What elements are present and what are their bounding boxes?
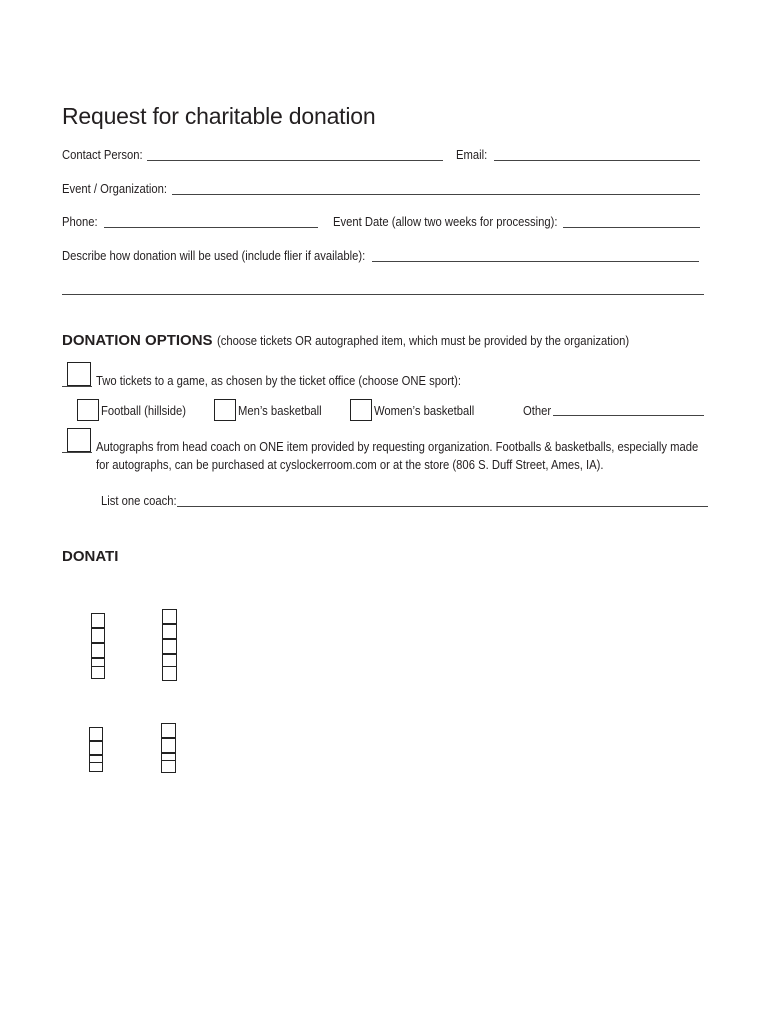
event-date-label: Event Date (allow two weeks for processing): (333, 215, 558, 229)
checkbox[interactable] (162, 666, 177, 681)
phone-label: Phone: (62, 215, 98, 229)
event-organization-label: Event / Organization: (62, 182, 168, 196)
describe-usage-field-line-2[interactable] (62, 294, 704, 295)
describe-usage-label: Describe how donation will be used (include flier if available): (62, 249, 366, 263)
page-title: Request for charitable donation (62, 103, 376, 129)
donation-options-title: DONATION OPTIONS (62, 332, 213, 349)
autographs-option-checkbox[interactable] (67, 428, 91, 452)
contact-person-field[interactable] (147, 160, 443, 161)
checkbox[interactable] (91, 613, 105, 628)
checkbox[interactable] (91, 628, 105, 643)
autographs-option-underline (62, 452, 92, 453)
checkbox[interactable] (91, 643, 105, 658)
tickets-option-underline (62, 386, 92, 387)
email-label: Email: (456, 148, 488, 162)
mens-basketball-checkbox[interactable] (214, 399, 236, 421)
truncated-section-heading: DONATI (62, 548, 119, 565)
describe-usage-field[interactable] (372, 261, 699, 262)
contact-person-label: Contact Person: (62, 148, 143, 162)
football-label: Football (hillside) (101, 404, 187, 418)
checkbox[interactable] (89, 762, 103, 772)
football-checkbox[interactable] (77, 399, 99, 421)
list-coach-label: List one coach: (101, 494, 177, 508)
event-organization-field[interactable] (172, 194, 700, 195)
checkbox[interactable] (91, 666, 105, 679)
checkbox[interactable] (161, 723, 176, 738)
other-sport-label: Other (523, 404, 552, 418)
mens-basketball-label: Men’s basketball (238, 404, 322, 418)
checkbox[interactable] (161, 760, 176, 773)
autographs-option-label: Autographs from head coach on ONE item provided by requesting organization. Footballs & basketballs, especially made (96, 440, 699, 454)
other-sport-field[interactable] (553, 415, 704, 416)
checkbox[interactable] (161, 738, 176, 753)
autographs-option-label-2: for autographs, can be purchased at cyslockerroom.com or at the store (806 S. Duff Street, Ames, IA). (96, 458, 604, 472)
checkbox[interactable] (162, 639, 177, 654)
list-coach-field[interactable] (177, 506, 708, 507)
womens-basketball-checkbox[interactable] (350, 399, 372, 421)
tickets-option-checkbox[interactable] (67, 362, 91, 386)
tickets-option-label: Two tickets to a game, as chosen by the ticket office (choose ONE sport): (96, 374, 461, 388)
checkbox[interactable] (89, 741, 103, 755)
phone-field[interactable] (104, 227, 318, 228)
donation-options-heading (62, 332, 675, 349)
checkbox[interactable] (89, 727, 103, 741)
checkbox[interactable] (162, 609, 177, 624)
checkbox[interactable] (162, 624, 177, 639)
email-field[interactable] (494, 160, 700, 161)
donation-options-note: (choose tickets OR autographed item, which must be provided by the organization) (216, 334, 629, 348)
event-date-field[interactable] (563, 227, 700, 228)
womens-basketball-label: Women’s basketball (374, 404, 475, 418)
